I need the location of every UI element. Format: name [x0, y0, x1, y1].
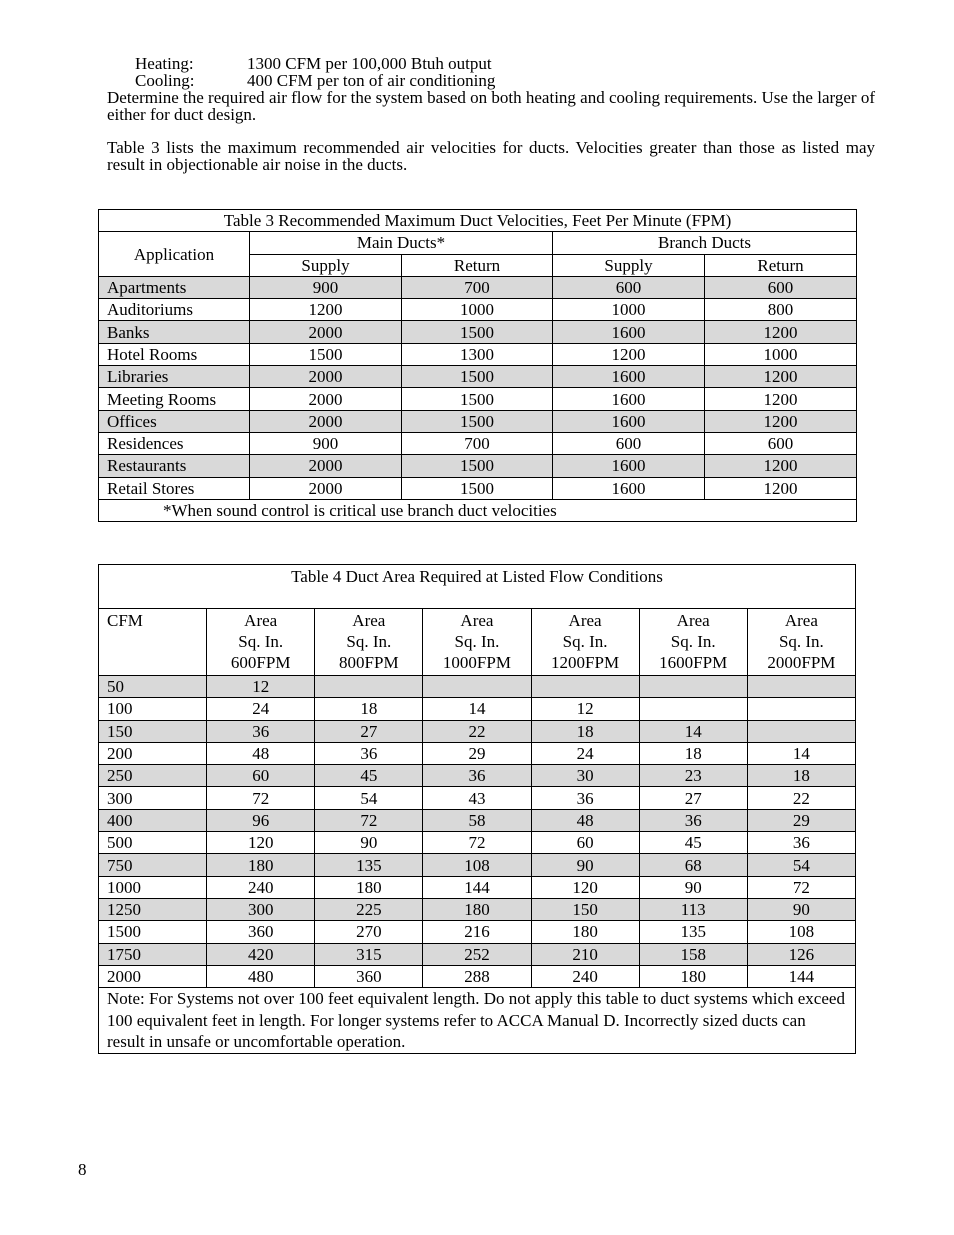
area-header [531, 609, 639, 676]
velocity-cell: 2000 [250, 477, 402, 499]
area-cell: 144 [747, 965, 855, 987]
cfm-cell: 150 [99, 720, 207, 742]
sq-in-label: Sq. In. [778, 632, 824, 651]
main-return-header: Return [402, 254, 553, 276]
application-cell: Restaurants [99, 455, 250, 477]
cfm-cell: 50 [99, 676, 207, 698]
application-cell: Auditoriums [99, 299, 250, 321]
velocity-cell: 1600 [553, 366, 705, 388]
area-cell: 113 [639, 898, 747, 920]
application-cell: Apartments [99, 276, 250, 298]
table-row [99, 876, 856, 898]
page-number: 8 [78, 1160, 87, 1179]
velocity-cell: 1500 [250, 343, 402, 365]
table-row [99, 321, 857, 343]
area-cell: 90 [531, 854, 639, 876]
area-cell: 18 [531, 720, 639, 742]
velocity-cell: 1000 [553, 299, 705, 321]
velocity-cell: 1500 [402, 321, 553, 343]
area-cell: 36 [423, 765, 531, 787]
velocity-cell: 1200 [705, 477, 857, 499]
application-cell: Meeting Rooms [99, 388, 250, 410]
velocity-cell: 2000 [250, 388, 402, 410]
table-3 [98, 209, 857, 522]
area-cell: 270 [315, 921, 423, 943]
velocity-cell: 1600 [553, 410, 705, 432]
table-row [99, 965, 856, 987]
velocity-cell: 1600 [553, 455, 705, 477]
area-label: Area [676, 611, 710, 630]
area-cell: 48 [207, 742, 315, 764]
velocity-cell: 1600 [553, 388, 705, 410]
area-cell: 216 [423, 921, 531, 943]
cfm-cell: 1250 [99, 898, 207, 920]
branch-ducts-header: Branch Ducts [553, 232, 857, 254]
area-cell: 45 [639, 832, 747, 854]
area-cell: 48 [531, 809, 639, 831]
area-cell: 120 [207, 832, 315, 854]
area-cell: 72 [315, 809, 423, 831]
sq-in-label: Sq. In. [346, 632, 392, 651]
area-cell: 135 [639, 921, 747, 943]
table-row [99, 432, 857, 454]
fpm-label: 800FPM [339, 653, 399, 672]
cooling-label: Cooling: [135, 71, 195, 90]
area-header [747, 609, 855, 676]
main-supply-header: Supply [250, 254, 402, 276]
application-cell: Retail Stores [99, 477, 250, 499]
table-4 [98, 564, 856, 1054]
area-label: Area [784, 611, 818, 630]
main-ducts-header: Main Ducts* [250, 232, 553, 254]
area-cell: 72 [747, 876, 855, 898]
area-cell: 96 [207, 809, 315, 831]
cooling-value: 400 CFM per ton of air conditioning [247, 71, 496, 90]
table-row [99, 676, 856, 698]
table-4-note: Note: For Systems not over 100 feet equivalent length. Do not apply this table to duct systems which exceed 100 equivalent feet in length. For longer systems refer to ACCA Manual D. Incorrectly sized ducts can result in unsafe or uncomfortable operation. [99, 988, 856, 1054]
velocity-cell: 1200 [250, 299, 402, 321]
area-cell: 60 [207, 765, 315, 787]
area-cell: 90 [639, 876, 747, 898]
velocity-cell: 1000 [402, 299, 553, 321]
area-cell: 90 [315, 832, 423, 854]
velocity-cell: 2000 [250, 366, 402, 388]
table-row [99, 720, 856, 742]
sq-in-label: Sq. In. [670, 632, 716, 651]
area-cell: 144 [423, 876, 531, 898]
area-cell: 72 [207, 787, 315, 809]
area-cell: 54 [747, 854, 855, 876]
area-cell: 180 [207, 854, 315, 876]
fpm-label: 1600FPM [659, 653, 728, 672]
area-cell: 24 [207, 698, 315, 720]
cfm-cell: 1750 [99, 943, 207, 965]
area-cell: 23 [639, 765, 747, 787]
velocity-cell: 1600 [553, 321, 705, 343]
area-cell: 180 [423, 898, 531, 920]
area-cell: 108 [747, 921, 855, 943]
area-label: Area [568, 611, 602, 630]
velocity-cell: 600 [553, 276, 705, 298]
area-cell: 108 [423, 854, 531, 876]
table-row [99, 343, 857, 365]
cfm-cell: 300 [99, 787, 207, 809]
table-3-footnote: *When sound control is critical use branch duct velocities [99, 499, 857, 521]
area-label: Area [352, 611, 386, 630]
sq-in-label: Sq. In. [454, 632, 500, 651]
area-cell: 252 [423, 943, 531, 965]
area-cell: 68 [639, 854, 747, 876]
area-header [315, 609, 423, 676]
sq-in-label: Sq. In. [238, 632, 284, 651]
fpm-label: 1000FPM [442, 653, 511, 672]
area-cell: 360 [207, 921, 315, 943]
area-cell: 240 [207, 876, 315, 898]
velocity-cell: 1500 [402, 410, 553, 432]
table-row [99, 854, 856, 876]
area-cell: 158 [639, 943, 747, 965]
application-cell: Residences [99, 432, 250, 454]
area-cell: 58 [423, 809, 531, 831]
area-cell: 210 [531, 943, 639, 965]
velocity-cell: 1200 [705, 455, 857, 477]
table-row [99, 455, 857, 477]
area-cell: 54 [315, 787, 423, 809]
heating-label: Heating: [135, 54, 194, 73]
area-label: Area [460, 611, 494, 630]
table-4-title: Table 4 Duct Area Required at Listed Flow Conditions [99, 565, 856, 609]
area-header [207, 609, 315, 676]
area-cell: 36 [315, 742, 423, 764]
area-cell: 14 [423, 698, 531, 720]
velocity-cell: 2000 [250, 410, 402, 432]
area-cell [315, 676, 423, 698]
area-cell: 150 [531, 898, 639, 920]
area-cell: 22 [747, 787, 855, 809]
table-row [99, 898, 856, 920]
velocity-cell: 1200 [705, 366, 857, 388]
area-cell: 27 [315, 720, 423, 742]
cfm-cell: 500 [99, 832, 207, 854]
velocity-cell: 1200 [705, 388, 857, 410]
area-cell: 12 [207, 676, 315, 698]
table-row [99, 787, 856, 809]
velocity-cell: 1500 [402, 366, 553, 388]
velocity-cell: 600 [705, 276, 857, 298]
velocity-cell: 700 [402, 276, 553, 298]
velocity-cell: 900 [250, 432, 402, 454]
airflow-paragraph: Determine the required air flow for the system based on both heating and cooling requirements. Use the larger of either for duct design. [107, 88, 875, 124]
table-row [99, 742, 856, 764]
area-cell: 180 [639, 965, 747, 987]
table-row [99, 299, 857, 321]
table-row [99, 943, 856, 965]
velocity-cell: 1000 [705, 343, 857, 365]
velocity-cell: 1200 [705, 410, 857, 432]
area-cell: 18 [747, 765, 855, 787]
area-cell: 18 [639, 742, 747, 764]
cfm-cell: 1000 [99, 876, 207, 898]
area-cell: 315 [315, 943, 423, 965]
area-label: Area [244, 611, 278, 630]
area-cell [747, 676, 855, 698]
area-cell: 300 [207, 898, 315, 920]
table-row [99, 477, 857, 499]
area-cell: 43 [423, 787, 531, 809]
fpm-label: 600FPM [230, 653, 291, 672]
area-header [639, 609, 747, 676]
application-cell: Libraries [99, 366, 250, 388]
area-cell: 36 [747, 832, 855, 854]
cfm-cell: 100 [99, 698, 207, 720]
area-cell: 27 [639, 787, 747, 809]
table-row [99, 832, 856, 854]
table-row [99, 698, 856, 720]
cfm-header: CFM [99, 609, 207, 676]
area-cell: 360 [315, 965, 423, 987]
area-cell [423, 676, 531, 698]
area-cell: 36 [639, 809, 747, 831]
branch-return-header: Return [705, 254, 857, 276]
velocity-cell: 2000 [250, 321, 402, 343]
velocity-cell: 1200 [553, 343, 705, 365]
area-cell: 14 [747, 742, 855, 764]
area-cell: 29 [747, 809, 855, 831]
cfm-cell: 200 [99, 742, 207, 764]
area-cell [747, 698, 855, 720]
table-row [99, 366, 857, 388]
area-cell: 22 [423, 720, 531, 742]
area-cell: 72 [423, 832, 531, 854]
table-row [99, 410, 857, 432]
velocity-cell: 1600 [553, 477, 705, 499]
area-cell: 36 [531, 787, 639, 809]
application-header: Application [99, 232, 250, 277]
application-cell: Hotel Rooms [99, 343, 250, 365]
velocity-cell: 2000 [250, 455, 402, 477]
cfm-cell: 400 [99, 809, 207, 831]
area-cell [639, 676, 747, 698]
velocity-cell: 900 [250, 276, 402, 298]
cfm-cell: 250 [99, 765, 207, 787]
area-cell: 36 [207, 720, 315, 742]
area-cell: 45 [315, 765, 423, 787]
cfm-cell: 750 [99, 854, 207, 876]
application-cell: Banks [99, 321, 250, 343]
area-cell: 18 [315, 698, 423, 720]
area-cell: 288 [423, 965, 531, 987]
area-cell: 24 [531, 742, 639, 764]
area-cell: 180 [531, 921, 639, 943]
velocity-cell: 600 [705, 432, 857, 454]
table-row [99, 921, 856, 943]
area-cell: 240 [531, 965, 639, 987]
area-cell: 480 [207, 965, 315, 987]
area-cell: 120 [531, 876, 639, 898]
velocity-cell: 1300 [402, 343, 553, 365]
velocity-cell: 1200 [705, 321, 857, 343]
branch-supply-header: Supply [553, 254, 705, 276]
area-header [423, 609, 531, 676]
sq-in-label: Sq. In. [562, 632, 608, 651]
velocity-cell: 1500 [402, 388, 553, 410]
area-cell: 420 [207, 943, 315, 965]
table-row [99, 765, 856, 787]
velocity-cell: 1500 [402, 455, 553, 477]
area-cell: 126 [747, 943, 855, 965]
area-cell: 12 [531, 698, 639, 720]
velocity-paragraph: Table 3 lists the maximum recommended air velocities for ducts. Velocities greater than those as listed may result in objectionable air noise in the ducts. [107, 138, 875, 174]
area-cell: 14 [639, 720, 747, 742]
velocity-cell: 600 [553, 432, 705, 454]
velocity-cell: 700 [402, 432, 553, 454]
area-cell: 60 [531, 832, 639, 854]
area-cell: 90 [747, 898, 855, 920]
area-cell: 225 [315, 898, 423, 920]
fpm-label: 2000FPM [767, 653, 836, 672]
heating-value: 1300 CFM per 100,000 Btuh output [247, 54, 492, 73]
area-cell: 29 [423, 742, 531, 764]
velocity-cell: 1500 [402, 477, 553, 499]
table-3-title: Table 3 Recommended Maximum Duct Velocities, Feet Per Minute (FPM) [99, 210, 857, 232]
area-cell: 30 [531, 765, 639, 787]
table-row [99, 276, 857, 298]
table-row [99, 388, 857, 410]
area-cell: 135 [315, 854, 423, 876]
fpm-label: 1200FPM [551, 653, 620, 672]
area-cell: 180 [315, 876, 423, 898]
velocity-cell: 800 [705, 299, 857, 321]
cfm-cell: 1500 [99, 921, 207, 943]
area-cell [747, 720, 855, 742]
cfm-cell: 2000 [99, 965, 207, 987]
table-row [99, 809, 856, 831]
area-cell [639, 698, 747, 720]
area-cell [531, 676, 639, 698]
application-cell: Offices [99, 410, 250, 432]
